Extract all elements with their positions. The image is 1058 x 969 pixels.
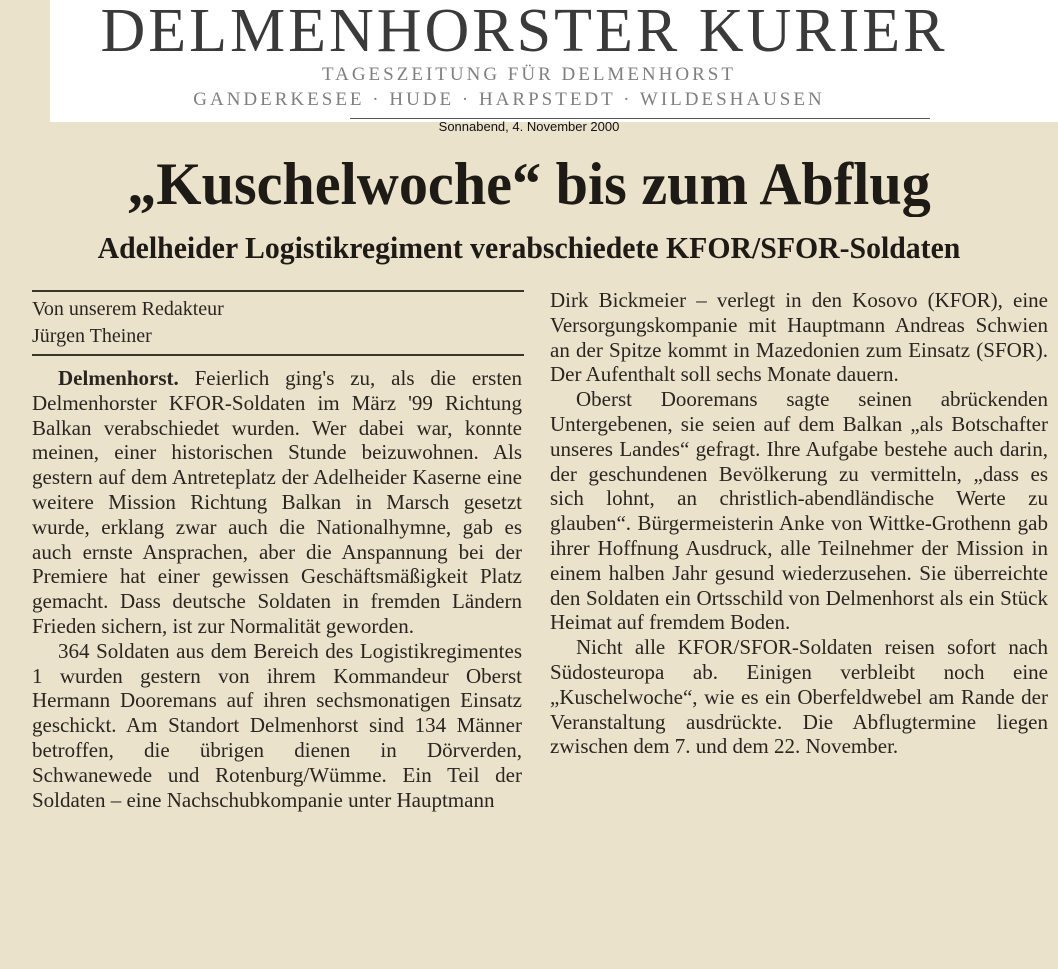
masthead: [50, 0, 1058, 122]
paragraph-2-continued: Dirk Bickmeier – verlegt in den Kosovo (KFOR), eine Versorgungskompanie mit Hauptmann Andreas Schwien an der Spitze kommt in Mazedonien zum Einsatz (SFOR). Der Aufenthalt soll sechs Monate dauern.: [550, 288, 1048, 387]
paragraph-2: 364 Soldaten aus dem Bereich des Logistikregimentes 1 wurden gestern von ihrem Kommandeur Oberst Hermann Dooremans auf ihren sechsmonatigen Einsatz geschickt. Am Standort Delmenhorst sind 134 Männer betroffen, die übrigen dienen in Dörverden, Schwanewede und Rotenburg/Wümme. Ein Teil der Soldaten – eine Nachschubkompanie unter Hauptmann: [32, 638, 522, 812]
article-subheadline: Adelheider Logistikregiment verabschiedete KFOR/SFOR-Soldaten: [97, 230, 961, 265]
publication-date: Sonnabend, 4. November 2000: [438, 119, 620, 134]
byline-bottom-rule: [32, 354, 524, 356]
article-column-right: [550, 288, 1048, 759]
byline-author: Jürgen Theiner: [32, 325, 152, 347]
newspaper-title: DELMENHORSTER KURIER: [100, 0, 948, 65]
dateline: Delmenhorst.: [58, 366, 179, 390]
byline: [32, 296, 224, 350]
newspaper-subtitle: TAGESZEITUNG FÜR DELMENHORST: [322, 64, 736, 85]
paragraph-4: Nicht alle KFOR/SFOR-Soldaten reisen sofort nach Südosteuropa ab. Einigen verbleibt noch eine „Kuschelwoche“, wie es ein Oberfeldwebel am Rande der Veranstaltung ausdrückte. Die Abflugtermine liegen zwischen dem 7. und dem 22. November.: [550, 635, 1048, 759]
article-headline: „Kuschelwoche“ bis zum Abflug: [127, 151, 931, 217]
newspaper-regions: GANDERKESEE · HUDE · HARPSTEDT · WILDESHAUSEN: [193, 89, 825, 110]
byline-role: Von unserem Redakteur: [32, 298, 224, 320]
paragraph-3: Oberst Dooremans sagte seinen abrückenden Untergebenen, sie seien auf dem Balkan „als Botschafter unseres Landes“ gefragt. Ihre Aufgabe bestehe auch darin, der geschundenen Bevölkerung zu vermitteln, „dass es sich lohnt, an christlich-abendländische Werte zu glauben“. Bürgermeisterin Anke von Wittke-Grothenn gab ihrer Hoffnung Ausdruck, alle Teilnehmer der Mission in einem halben Jahr gesund wiederzusehen. Sie überreichte den Soldaten ein Ortsschild von Delmenhorst als ein Stück Heimat auf fremdem Boden.: [550, 387, 1048, 635]
article-column-left: [32, 366, 522, 812]
paragraph-1: [32, 366, 522, 639]
byline-top-rule: [32, 290, 524, 292]
paragraph-1-text: Feierlich ging's zu, als die ersten Delmenhorster KFOR-Soldaten im März '99 Richtung Balkan verabschiedet wurden. Wer dabei war, konnte meinen, einer historischen Stunde beizuwohnen. Als gestern auf dem Antreteplatz der Adelheider Kaserne eine weitere Mission Richtung Balkan in Marsch gesetzt wurde, erklang zwar auch die Nationalhymne, gab es auch ernste Ansprachen, aber die Anspannung bei der Premiere hat einer gewissen Geschäftsmäßigkeit Platz gemacht. Dass deutsche Soldaten in fremden Ländern Frieden sichern, ist zur Normalität geworden.: [32, 366, 523, 638]
